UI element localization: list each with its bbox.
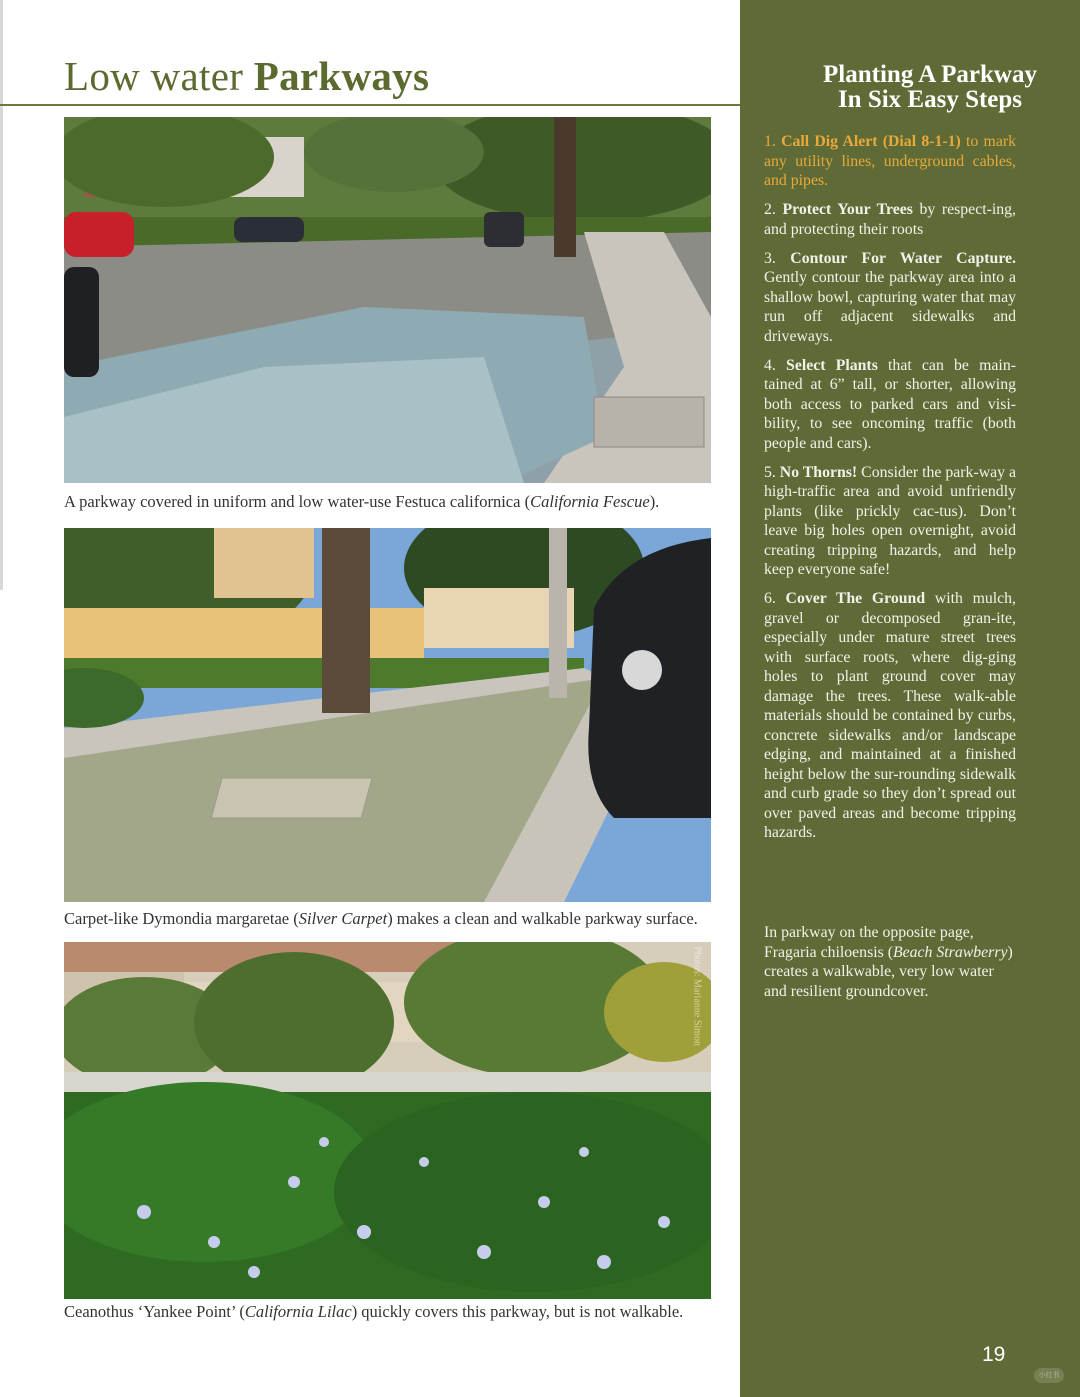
step-text: with mulch, gravel or decomposed gran-ite, especially under mature street trees with surface roots, where dig-ging holes to plant ground cover may damage the trees. These walk-able materials should be contained by curbs, concrete sidewalks and/or landscape edging, and maintained at a finished height below the sur-rounding sidewalk and curb grade so they don’t spread out over paved areas and become tripping hazards. (764, 590, 1017, 841)
step-2 (764, 200, 1016, 239)
step-number: 3. (764, 249, 791, 267)
step-heading: Contour For Water Capture. (790, 249, 1017, 267)
steps-list (764, 132, 1016, 852)
caption-text: ). (649, 492, 660, 511)
note-text: ) creates a walkwable, very low water and resilient groundcover. (764, 943, 1013, 1000)
step-text: Consider the park-way a high-traffic area and avoid unfriendly plants (like prickly cac-tus). Don’t leave big holes open overnight, avoid creating tripping hazards, and help keep everyone safe! (764, 463, 1016, 578)
watermark-badge: 小红书 (1034, 1368, 1064, 1383)
caption-italic: California Lilac (244, 1302, 352, 1321)
page-number: 19 (982, 1343, 1006, 1366)
step-number: 5. (764, 463, 780, 481)
step-heading: Cover The Ground (785, 590, 926, 607)
photo-credit (690, 946, 704, 1080)
caption-text: Carpet-like Dymondia margaretae ( (64, 909, 299, 928)
page-edge-shadow (0, 0, 3, 590)
title-rule (0, 104, 740, 106)
photo-ceanothus-parkway (64, 942, 711, 1299)
sidebar-title (780, 62, 1080, 112)
step-text: that can be main-tained at 6” tall, or shorter, allowing both access to parked cars and visi-bility, to see oncoming traffic (both people and cars). (764, 356, 1016, 452)
caption-italic: California Fescue (530, 492, 650, 511)
step-heading: Call Dig Alert (Dial 8-1-1) (781, 133, 961, 150)
step-heading: Select Plants (786, 356, 878, 374)
step-number: 6. (764, 590, 786, 607)
step-4 (764, 356, 1016, 454)
step-heading: No Thorns! (779, 463, 858, 481)
caption-fescue (64, 492, 724, 512)
title-bold: Parkways (253, 53, 430, 99)
step-3 (764, 249, 1016, 347)
caption-dymondia (64, 909, 724, 929)
caption-text: ) makes a clean and walkable parkway surface. (387, 909, 698, 928)
caption-text: A parkway covered in uniform and low water-use Festuca californica ( (64, 492, 531, 511)
caption-ceanothus (64, 1302, 724, 1322)
step-1 (764, 132, 1016, 191)
sidebar-title-line1: Planting A Parkway (823, 61, 1037, 88)
step-number: 4. (764, 356, 787, 374)
sidebar-title-line2: In Six Easy Steps (837, 86, 1023, 113)
step-heading: Protect Your Trees (782, 201, 913, 218)
note-italic: Beach Strawberry (892, 943, 1008, 961)
caption-italic: Silver Carpet (298, 909, 388, 928)
step-text: to mark any utility lines, underground cables, and pipes. (764, 133, 1016, 189)
caption-text: ) quickly covers this parkway, but is not walkable. (351, 1302, 684, 1321)
note-text: In parkway on the opposite page, Fragaria chiloensis ( (764, 924, 974, 961)
step-text: Gently contour the parkway area into a shallow bowl, capturing water that may run off adjacent sidewalks and driveways. (764, 269, 1016, 345)
step-text: by respect-ing, and protecting their roots (764, 201, 1016, 238)
step-number: 1. (764, 133, 782, 150)
photo-dymondia-parkway (64, 528, 711, 902)
sidebar-note (764, 923, 1019, 1001)
step-5 (764, 463, 1016, 580)
photo-fescue-parkway (64, 117, 711, 483)
caption-text: Ceanothus ‘Yankee Point’ ( (64, 1302, 245, 1321)
step-number: 2. (764, 201, 783, 218)
title-light: Low water (64, 53, 244, 99)
page-title (64, 52, 429, 100)
photo-credit-text: Photos: Marianne Simon (691, 946, 703, 1046)
step-6 (764, 589, 1016, 843)
